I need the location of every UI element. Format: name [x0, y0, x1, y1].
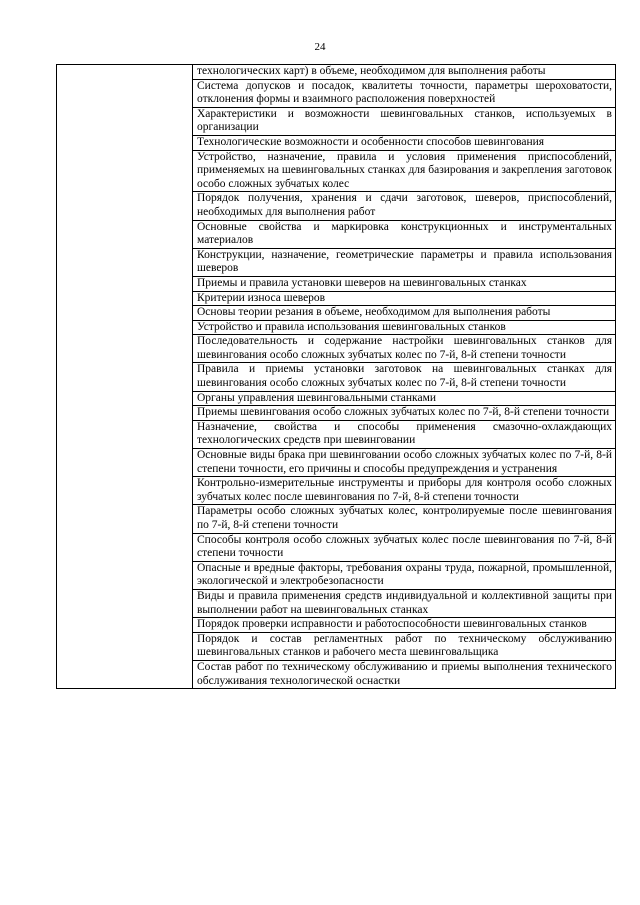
knowledge-item: Основные виды брака при шевинговании особо сложных зубчатых колес по 7-й, 8-й степени точности, его причины и способы предупреждения и устранения	[193, 449, 616, 477]
knowledge-item: Порядок получения, хранения и сдачи заготовок, шеверов, приспособлений, необходимых для выполнения работ	[193, 192, 616, 220]
section-label-cell	[57, 65, 193, 689]
table-row	[57, 65, 616, 80]
knowledge-item: Система допусков и посадок, квалитеты точности, параметры шероховатости, отклонения формы и взаимного расположения поверхностей	[193, 79, 616, 107]
knowledge-item: Порядок и состав регламентных работ по техническому обслуживанию шевинговальных станков и рабочего места шевинговальщика	[193, 632, 616, 660]
page-number: 24	[314, 41, 326, 53]
knowledge-item: Порядок проверки исправности и работоспособности шевинговальных станков	[193, 618, 616, 633]
knowledge-item: Способы контроля особо сложных зубчатых колес после шевингования по 7-й, 8-й степени точности	[193, 533, 616, 561]
knowledge-item: Параметры особо сложных зубчатых колес, контролируемые после шевингования по 7-й, 8-й степени точности	[193, 505, 616, 533]
knowledge-item: Последовательность и содержание настройки шевинговальных станков для шевингования особо сложных зубчатых колес по 7-й, 8-й степени точности	[193, 335, 616, 363]
knowledge-table	[56, 64, 616, 689]
knowledge-item: Состав работ по техническому обслуживанию и приемы выполнения технического обслуживания технологической оснастки	[193, 660, 616, 688]
knowledge-item: Устройство, назначение, правила и условия применения приспособлений, применяемых на шевинговальных станках для базирования и закрепления заготовок особо сложных зубчатых колес	[193, 150, 616, 192]
knowledge-item: Органы управления шевинговальными станками	[193, 391, 616, 406]
knowledge-item: Контрольно-измерительные инструменты и приборы для контроля особо сложных зубчатых колес после шевингования по 7-й, 8-й степени точности	[193, 477, 616, 505]
knowledge-item: Характеристики и возможности шевинговальных станков, используемых в организации	[193, 107, 616, 135]
knowledge-item: технологических карт) в объеме, необходимом для выполнения работы	[193, 65, 616, 80]
knowledge-item: Назначение, свойства и способы применения смазочно-охлаждающих технологических средств при шевинговании	[193, 420, 616, 448]
knowledge-item: Основные свойства и маркировка конструкционных и инструментальных материалов	[193, 220, 616, 248]
knowledge-item: Технологические возможности и особенности способов шевингования	[193, 135, 616, 150]
knowledge-item: Опасные и вредные факторы, требования охраны труда, пожарной, промышленной, экологической и электробезопасности	[193, 561, 616, 589]
knowledge-item: Устройство и правила использования шевинговальных станков	[193, 320, 616, 335]
knowledge-item: Приемы и правила установки шеверов на шевинговальных станках	[193, 276, 616, 291]
knowledge-item: Правила и приемы установки заготовок на шевинговальных станках для шевингования особо сложных зубчатых колес по 7-й, 8-й степени точности	[193, 363, 616, 391]
knowledge-item: Приемы шевингования особо сложных зубчатых колес по 7-й, 8-й степени точности	[193, 406, 616, 421]
knowledge-item: Виды и правила применения средств индивидуальной и коллективной защиты при выполнении работ на шевинговальных станках	[193, 589, 616, 617]
knowledge-item: Основы теории резания в объеме, необходимом для выполнения работы	[193, 306, 616, 321]
knowledge-item: Критерии износа шеверов	[193, 291, 616, 306]
knowledge-item: Конструкции, назначение, геометрические параметры и правила использования шеверов	[193, 248, 616, 276]
